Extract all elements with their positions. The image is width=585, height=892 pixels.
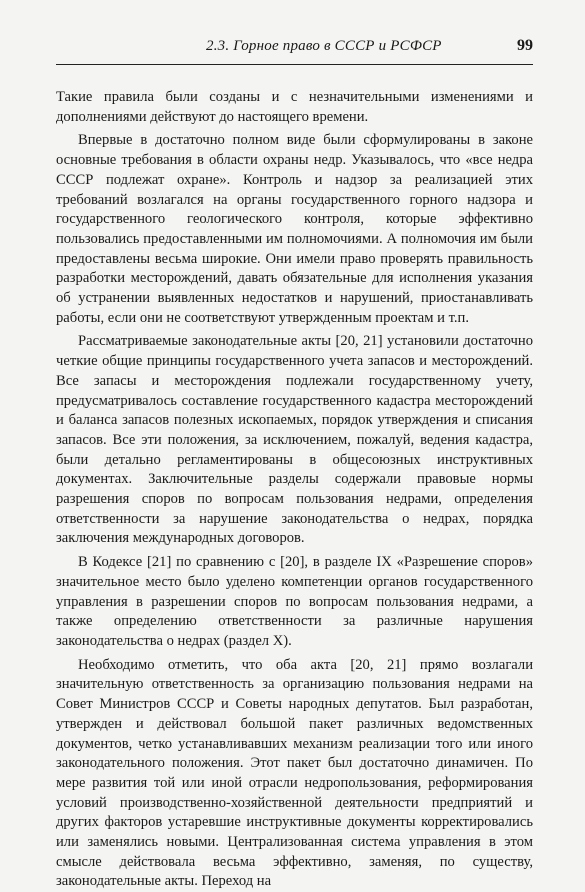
paragraph-4: В Кодексе [21] по сравнению с [20], в разделе IX «Разрешение споров» значительное место было уделено компетенции органов государственного управления в разрешении споров по вопросам пользования недрами, а также определению ответственности за различные нарушения законодательства о недрах (раздел X). — [56, 554, 533, 649]
body-text — [56, 88, 533, 892]
page-number: 99 — [517, 37, 533, 54]
paragraph-3: Рассматриваемые законодательные акты [20, 21] установили достаточно четкие общие принципы государственного учета запасов и месторождений. Все запасы и месторождения подлежали государственному учету, предусматривалось составление государственного кадастра месторождений и баланса запасов полезных ископаемых, порядок утверждения и списания запасов. Все эти положения, за исключением, пожалуй, ведения кадастра, были детально регламентированы в общесоюзных инструктивных документах. Заключительные разделы содержали правовые нормы разрешения споров по вопросам пользования недрами, определения ответственности за нарушение законодательства о недрах, порядка заключения международных договоров. — [56, 333, 533, 547]
paragraph-5: Необходимо отметить, что оба акта [20, 21] прямо возлагали значительную ответственность за организацию пользования недрами на Совет Министров СССР и Советы народных депутатов. Был разработан, утвержден и действовал большой пакет различных ведомственных документов, четко устанавливавших механизм реализации того или иного законодательного положения. Этот пакет был достаточно динамичен. По мере развития той или иной отрасли недропользования, реформирования условий производственно-хозяйственной деятельности предприятий и других факторов устаревшие инструктивные документы корректировались или заменялись новыми. Централизованная система управления в этом смысле действовала весьма эффективно, заменяя, по существу, законодательные акты. Переход на — [56, 656, 533, 890]
running-header — [56, 38, 533, 65]
paragraph-2: Впервые в достаточно полном виде были сформулированы в законе основные требования в области охраны недр. Указывалось, что «все недра СССР подлежат охране». Контроль и надзор за реализацией этих требований возлагался на органы государственного горного надзора и государственного геологического контроля, которые эффективно пользовались предоставленными им полномочиями. А полномочия им были предоставлены весьма широкие. Они имели право проверять правильность разработки месторождений, давать обязательные для исполнения указания об устранении выявленных недостатков и нарушений, приостанавливать работы, если они не соответствуют утвержденным проектам и т.п. — [56, 132, 533, 326]
running-title: 2.3. Горное право в СССР и РСФСР — [206, 38, 442, 54]
paragraph-1: Такие правила были созданы и с незначительными изменениями и дополнениями действуют до настоящего времени. — [56, 89, 533, 125]
